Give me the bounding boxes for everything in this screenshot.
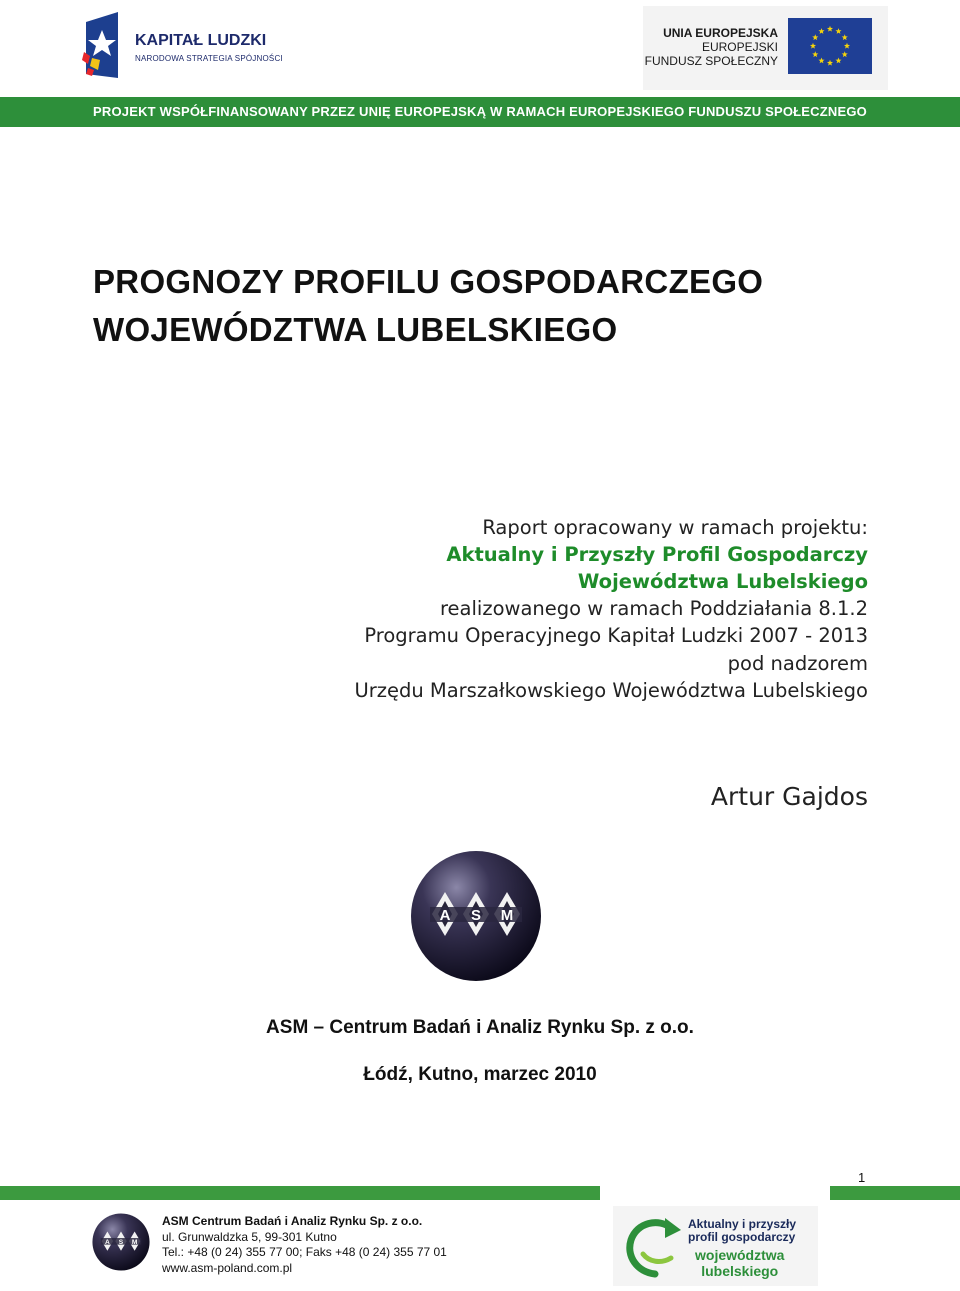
eu-logo-line-1: UNIA EUROPEJSKA	[663, 26, 778, 40]
project-logo-line-3: województwa	[695, 1247, 785, 1263]
report-intro: Raport opracowany w ramach projektu:	[482, 516, 868, 539]
document-title-line-1: PROGNOZY PROFILU GOSPODARCZEGO	[93, 263, 764, 300]
asm-footer-logo-letter-m: M	[131, 1238, 138, 1246]
project-logo-region	[695, 1247, 784, 1279]
project-name-line-1: Aktualny i Przyszły Profil Gospodarczy	[446, 543, 868, 566]
footer-website: www.asm-poland.com.pl	[162, 1260, 293, 1275]
footer-company: ASM Centrum Badań i Analiz Rynku Sp. z o.o.	[162, 1214, 423, 1228]
cofinancing-banner-text: PROJEKT WSPÓŁFINANSOWANY PRZEZ UNIĘ EUROPEJSKĄ W RAMACH EUROPEJSKIEGO FUNDUSZU SPOŁECZNEGO	[93, 104, 867, 119]
project-logo-text	[688, 1218, 796, 1244]
kapital-ludzki-logo	[80, 12, 300, 80]
footer-phone: Tel.: +48 (0 24) 355 77 00; Faks +48 (0 24) 355 77 01	[162, 1245, 447, 1259]
footer-address: ul. Grunwaldzka 5, 99-301 Kutno	[162, 1229, 337, 1244]
footer-divider-gap	[600, 1186, 830, 1200]
asm-logo-icon	[410, 850, 542, 982]
asm-footer-logo-letter-s: S	[118, 1238, 124, 1246]
project-logo-line-4: lubelskiego	[701, 1263, 779, 1279]
asm-logo-letter-m: M	[500, 907, 514, 924]
kapital-ludzki-emblem-icon	[80, 12, 130, 80]
eu-logo-line-3: FUNDUSZ SPOŁECZNY	[644, 54, 778, 68]
report-subaction: realizowanego w ramach Poddziałania 8.1.2	[439, 597, 868, 620]
project-logo	[613, 1206, 818, 1286]
eu-flag-icon	[788, 18, 872, 74]
cofinancing-banner	[0, 97, 960, 127]
author-name: Artur Gajdos	[710, 782, 868, 811]
asm-footer-logo-icon	[92, 1213, 150, 1271]
project-logo-line-2: profil gospodarczy	[688, 1230, 796, 1244]
place-and-date: Łódź, Kutno, marzec 2010	[363, 1064, 597, 1085]
kapital-ludzki-subtitle: NARODOWA STRATEGIA SPÓJNOŚCI	[135, 54, 283, 63]
eu-logo-text	[645, 26, 778, 68]
kapital-ludzki-title: KAPITAŁ LUDZKI	[135, 32, 267, 49]
asm-logo-letter-s: S	[470, 907, 482, 924]
asm-logo-letter-a: A	[439, 907, 451, 924]
document-title-line-2: WOJEWÓDZTWA LUBELSKIEGO	[93, 311, 618, 348]
eu-logo-line-2: EUROPEJSKI	[701, 40, 778, 54]
asm-footer-logo-letter-a: A	[104, 1238, 110, 1246]
project-name-line-2: Województwa Lubelskiego	[577, 570, 868, 593]
company-name: ASM – Centrum Badań i Analiz Rynku Sp. z o.o.	[266, 1017, 694, 1038]
project-arrow-icon	[621, 1214, 687, 1280]
eu-logo	[643, 6, 888, 90]
page-number: 1	[858, 1170, 866, 1185]
report-programme: Programu Operacyjnego Kapitał Ludzki 2007 - 2013	[364, 624, 868, 647]
project-logo-line-1: Aktualny i przyszły	[688, 1217, 797, 1231]
report-supervision: pod nadzorem	[727, 652, 868, 675]
report-supervisor: Urzędu Marszałkowskiego Województwa Lubelskiego	[354, 679, 868, 702]
footer-contact	[162, 1214, 447, 1276]
